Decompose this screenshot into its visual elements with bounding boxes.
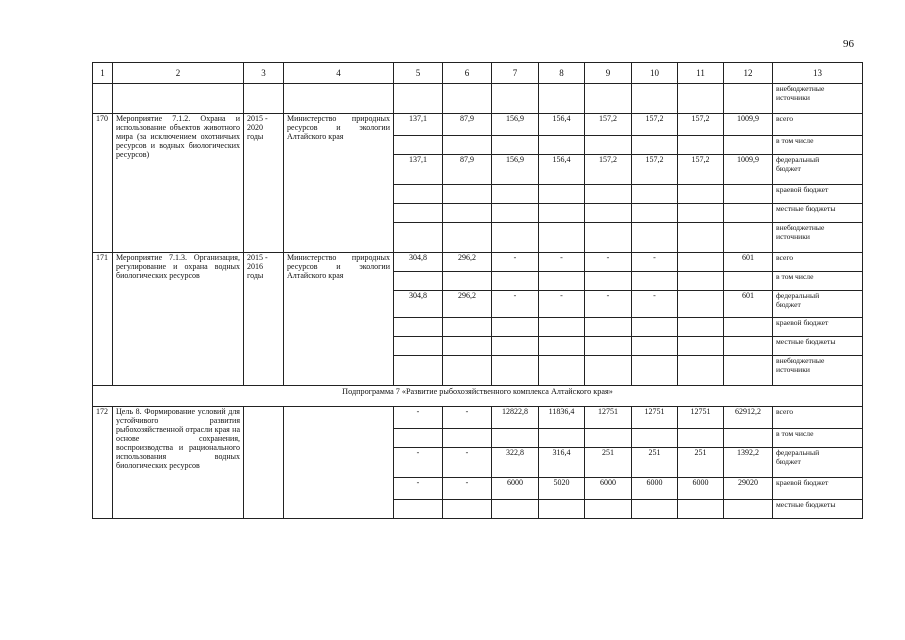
value-cell: -	[443, 448, 492, 478]
funding-source-label: внебюджетные источники	[773, 356, 863, 386]
funding-source-label: всего	[773, 253, 863, 272]
column-header: 12	[724, 63, 773, 84]
table-row	[93, 114, 863, 136]
row-number: 172	[93, 407, 113, 519]
funding-source-label: краевой бюджет	[773, 318, 863, 337]
value-cell: 601	[724, 253, 773, 272]
column-header: 4	[284, 63, 394, 84]
value-cell: 157,2	[678, 155, 724, 185]
value-cell: 12751	[632, 407, 678, 429]
value-cell: -	[585, 253, 632, 272]
column-header: 3	[244, 63, 284, 84]
value-cell: -	[632, 253, 678, 272]
funding-source-label: краевой бюджет	[773, 185, 863, 204]
period: 2015 - 2020 годы	[244, 114, 284, 253]
empty-cell	[113, 84, 244, 114]
value-cell: 156,4	[539, 155, 585, 185]
value-cell: 137,1	[394, 114, 443, 136]
executor: Министерство природных ресурсов и экологии Алтайского края	[284, 253, 394, 386]
empty-cell	[443, 84, 492, 114]
funding-source-label: внебюджетные источники	[773, 84, 863, 114]
funding-source-label: федеральный бюджет	[773, 155, 863, 185]
value-cell: 5020	[539, 478, 585, 500]
funding-source-label: краевой бюджет	[773, 478, 863, 500]
table-row	[93, 84, 863, 114]
column-header: 8	[539, 63, 585, 84]
empty-cell	[492, 84, 539, 114]
empty-cell	[244, 84, 284, 114]
measure-name: Мероприятие 7.1.3. Организация, регулирование и охрана водных биологических ресурсов	[113, 253, 244, 386]
value-cell: 6000	[678, 478, 724, 500]
budget-table	[92, 62, 863, 519]
value-cell: 12751	[585, 407, 632, 429]
subprogram-row	[93, 386, 863, 407]
funding-source-label: местные бюджеты	[773, 500, 863, 519]
column-header: 11	[678, 63, 724, 84]
value-cell: 304,8	[394, 253, 443, 272]
column-header: 13	[773, 63, 863, 84]
value-cell: 87,9	[443, 114, 492, 136]
value-cell: 316,4	[539, 448, 585, 478]
value-cell: -	[443, 407, 492, 429]
value-cell: 156,9	[492, 114, 539, 136]
row-number: 171	[93, 253, 113, 386]
value-cell: 1009,9	[724, 114, 773, 136]
value-cell: 137,1	[394, 155, 443, 185]
value-cell: -	[443, 478, 492, 500]
value-cell: 251	[678, 448, 724, 478]
empty-cell	[539, 84, 585, 114]
value-cell: 1009,9	[724, 155, 773, 185]
funding-source-label: всего	[773, 114, 863, 136]
funding-source-label: в том числе	[773, 429, 863, 448]
empty-cell	[724, 84, 773, 114]
value-cell: -	[539, 291, 585, 318]
empty-cell	[244, 407, 284, 519]
value-cell: 157,2	[632, 155, 678, 185]
value-cell	[678, 253, 724, 272]
measure-name: Мероприятие 7.1.2. Охрана и использование объектов животного мира (за исключением охотничьих ресурсов и водных биологических ресурсов)	[113, 114, 244, 253]
funding-source-label: в том числе	[773, 272, 863, 291]
value-cell: 6000	[492, 478, 539, 500]
value-cell: 6000	[585, 478, 632, 500]
value-cell: -	[394, 407, 443, 429]
funding-source-label: внебюджетные источники	[773, 223, 863, 253]
value-cell: 157,2	[585, 114, 632, 136]
column-header-row	[93, 63, 863, 84]
value-cell: 156,9	[492, 155, 539, 185]
funding-source-label: местные бюджеты	[773, 204, 863, 223]
empty-cell	[678, 84, 724, 114]
value-cell: 296,2	[443, 291, 492, 318]
table-row	[93, 253, 863, 272]
funding-source-label: федеральный бюджет	[773, 291, 863, 318]
value-cell: 87,9	[443, 155, 492, 185]
column-header: 2	[113, 63, 244, 84]
funding-source-label: всего	[773, 407, 863, 429]
empty-cell	[394, 84, 443, 114]
value-cell: 12751	[678, 407, 724, 429]
funding-source-label: федеральный бюджет	[773, 448, 863, 478]
column-header: 6	[443, 63, 492, 84]
value-cell: -	[394, 478, 443, 500]
value-cell: 157,2	[678, 114, 724, 136]
value-cell: -	[394, 448, 443, 478]
column-header: 7	[492, 63, 539, 84]
value-cell: 11836,4	[539, 407, 585, 429]
value-cell: 251	[585, 448, 632, 478]
empty-cell	[284, 84, 394, 114]
column-header: 9	[585, 63, 632, 84]
value-cell: 1392,2	[724, 448, 773, 478]
value-cell: 29020	[724, 478, 773, 500]
measure-name: Цель 8. Формирование условий для устойчивого развития рыбохозяйственной отрасли края на основе сохранения, воспроизводства и рационального использования водных биологических ресурсов	[113, 407, 244, 519]
value-cell: 157,2	[585, 155, 632, 185]
column-header: 10	[632, 63, 678, 84]
value-cell: -	[539, 253, 585, 272]
row-number: 170	[93, 114, 113, 253]
value-cell: 322,8	[492, 448, 539, 478]
value-cell: 251	[632, 448, 678, 478]
value-cell: 296,2	[443, 253, 492, 272]
column-header: 1	[93, 63, 113, 84]
executor: Министерство природных ресурсов и экологии Алтайского края	[284, 114, 394, 253]
empty-cell	[284, 407, 394, 519]
value-cell: 12822,8	[492, 407, 539, 429]
value-cell: -	[492, 253, 539, 272]
value-cell: -	[492, 291, 539, 318]
funding-source-label: в том числе	[773, 136, 863, 155]
value-cell: 601	[724, 291, 773, 318]
value-cell: 62912,2	[724, 407, 773, 429]
value-cell: 157,2	[632, 114, 678, 136]
value-cell: -	[585, 291, 632, 318]
value-cell: 6000	[632, 478, 678, 500]
value-cell: 156,4	[539, 114, 585, 136]
value-cell	[678, 291, 724, 318]
subprogram-title: Подпрограмма 7 «Развитие рыбохозяйственного комплекса Алтайского края»	[93, 386, 863, 407]
empty-cell	[632, 84, 678, 114]
table-row	[93, 407, 863, 429]
funding-source-label: местные бюджеты	[773, 337, 863, 356]
value-cell: -	[632, 291, 678, 318]
value-cell: 304,8	[394, 291, 443, 318]
page-number: 96	[843, 38, 854, 50]
empty-cell	[585, 84, 632, 114]
period: 2015 - 2016 годы	[244, 253, 284, 386]
column-header: 5	[394, 63, 443, 84]
empty-cell	[93, 84, 113, 114]
